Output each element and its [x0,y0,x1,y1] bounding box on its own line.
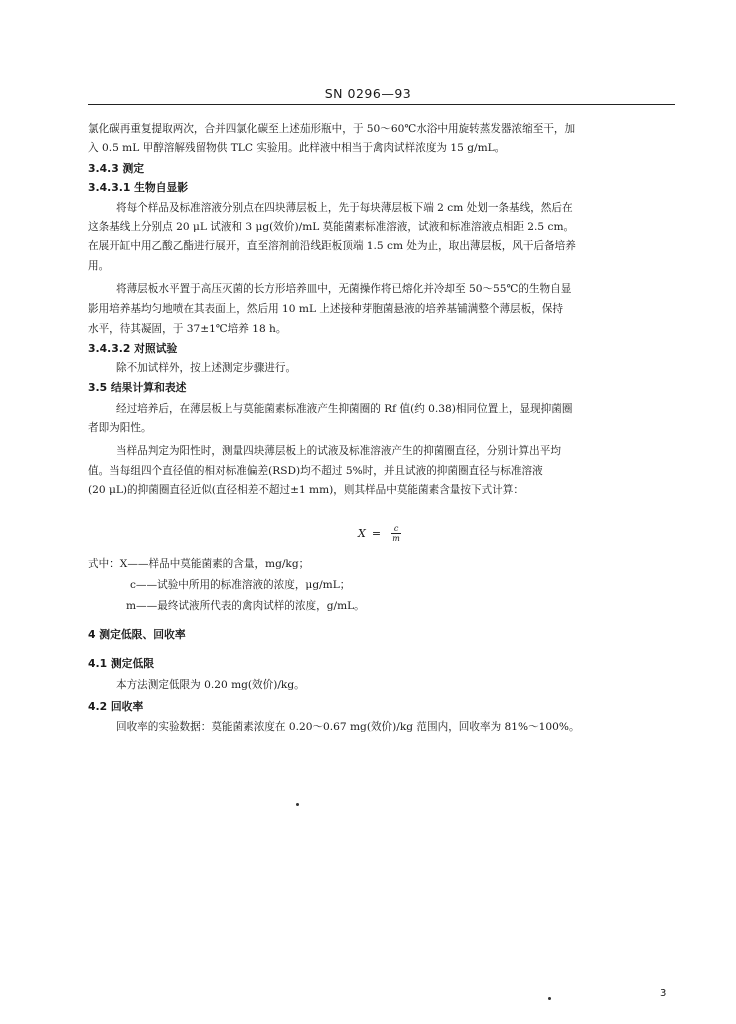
body-line: 经过培养后，在薄层板上与莫能菌素标准液产生抑菌圈的 Rf 值(约 0.38)相同位置上，显现抑菌圈 [116,403,573,415]
variable-definition: 式中：X——样品中莫能菌素的含量，mg/kg； [88,558,310,570]
header-rule [88,104,675,105]
page-number: 3 [660,988,667,999]
body-line: 者即为阳性。 [88,422,152,434]
section-heading-4-1: 4.1 测定低限 [88,657,155,670]
formula-fraction [391,524,401,543]
scan-speck [548,997,551,1000]
body-line: 入 0.5 mL 甲醇溶解残留物供 TLC 实验用。此样液中相当于禽肉试样浓度为 15 g/mL。 [88,142,506,154]
body-line: 用。 [88,260,110,272]
body-line: 除不加试样外，按上述测定步骤进行。 [116,362,297,374]
formula-lhs: X [358,527,366,540]
variable-definition: c——试验中所用的标准溶液的浓度，μg/mL； [130,579,351,591]
body-line: 将每个样品及标准溶液分别点在四块薄层板上，先于每块薄层板下端 2 cm 处划一条基线，然后在 [116,202,573,214]
section-heading-4-2: 4.2 回收率 [88,700,144,713]
body-line: 当样品判定为阳性时，测量四块薄层板上的试液及标准溶液产生的抑菌圈直径，分别计算出平均 [116,445,561,457]
body-line: 水平，待其凝固，于 37±1℃培养 18 h。 [88,323,287,335]
standard-code-header: SN 0296—93 [324,86,412,101]
variable-definition: m——最终试液所代表的禽肉试样的浓度，g/mL。 [126,600,365,612]
body-line: 这条基线上分别点 20 μL 试液和 3 μg(效价)/mL 莫能菌素标准溶液，试液和标准溶液点相距 2.5 cm。 [88,221,575,233]
formula-denominator: m [392,534,400,543]
scan-speck [296,803,299,806]
body-line: 回收率的实验数据：莫能菌素浓度在 0.20～0.67 mg(效价)/kg 范围内，回收率为 81%～100%。 [116,721,580,733]
section-heading-3-4-3-1: 3.4.3.1 生物自显影 [88,181,189,194]
formula [358,524,401,543]
body-line: (20 μL)的抑菌圈直径近似(直径相差不超过±1 mm)，则其样品中莫能菌素含量按下式计算： [88,484,524,496]
body-line: 在展开缸中用乙酸乙酯进行展开，直至溶剂前沿线距板顶端 1.5 cm 处为止，取出薄层板，风干后备培养 [88,240,576,252]
body-line: 氯化碳再重复提取两次，合并四氯化碳至上述茄形瓶中，于 50～60℃水浴中用旋转蒸发器浓缩至干，加 [88,123,576,135]
body-line: 影用培养基均匀地喷在其表面上，然后用 10 mL 上述接种芽胞菌悬液的培养基铺满整个薄层板，保持 [88,303,564,315]
body-line: 将薄层板水平置于高压灭菌的长方形培养皿中，无菌操作将已熔化并冷却至 50～55℃的生物自显 [116,283,572,295]
section-heading-3-4-3: 3.4.3 测定 [88,162,145,175]
formula-numerator: c [393,524,399,533]
section-heading-3-4-3-2: 3.4.3.2 对照试验 [88,342,178,355]
body-line: 本方法测定低限为 0.20 mg(效价)/kg。 [116,679,305,691]
body-line: 值。当每组四个直径值的相对标准偏差(RSD)均不超过 5%时，并且试液的抑菌圈直径与标准溶液 [88,465,543,477]
section-heading-3-5: 3.5 结果计算和表述 [88,381,187,394]
section-heading-4: 4 测定低限、回收率 [88,628,186,641]
formula-equals: = [371,527,382,540]
